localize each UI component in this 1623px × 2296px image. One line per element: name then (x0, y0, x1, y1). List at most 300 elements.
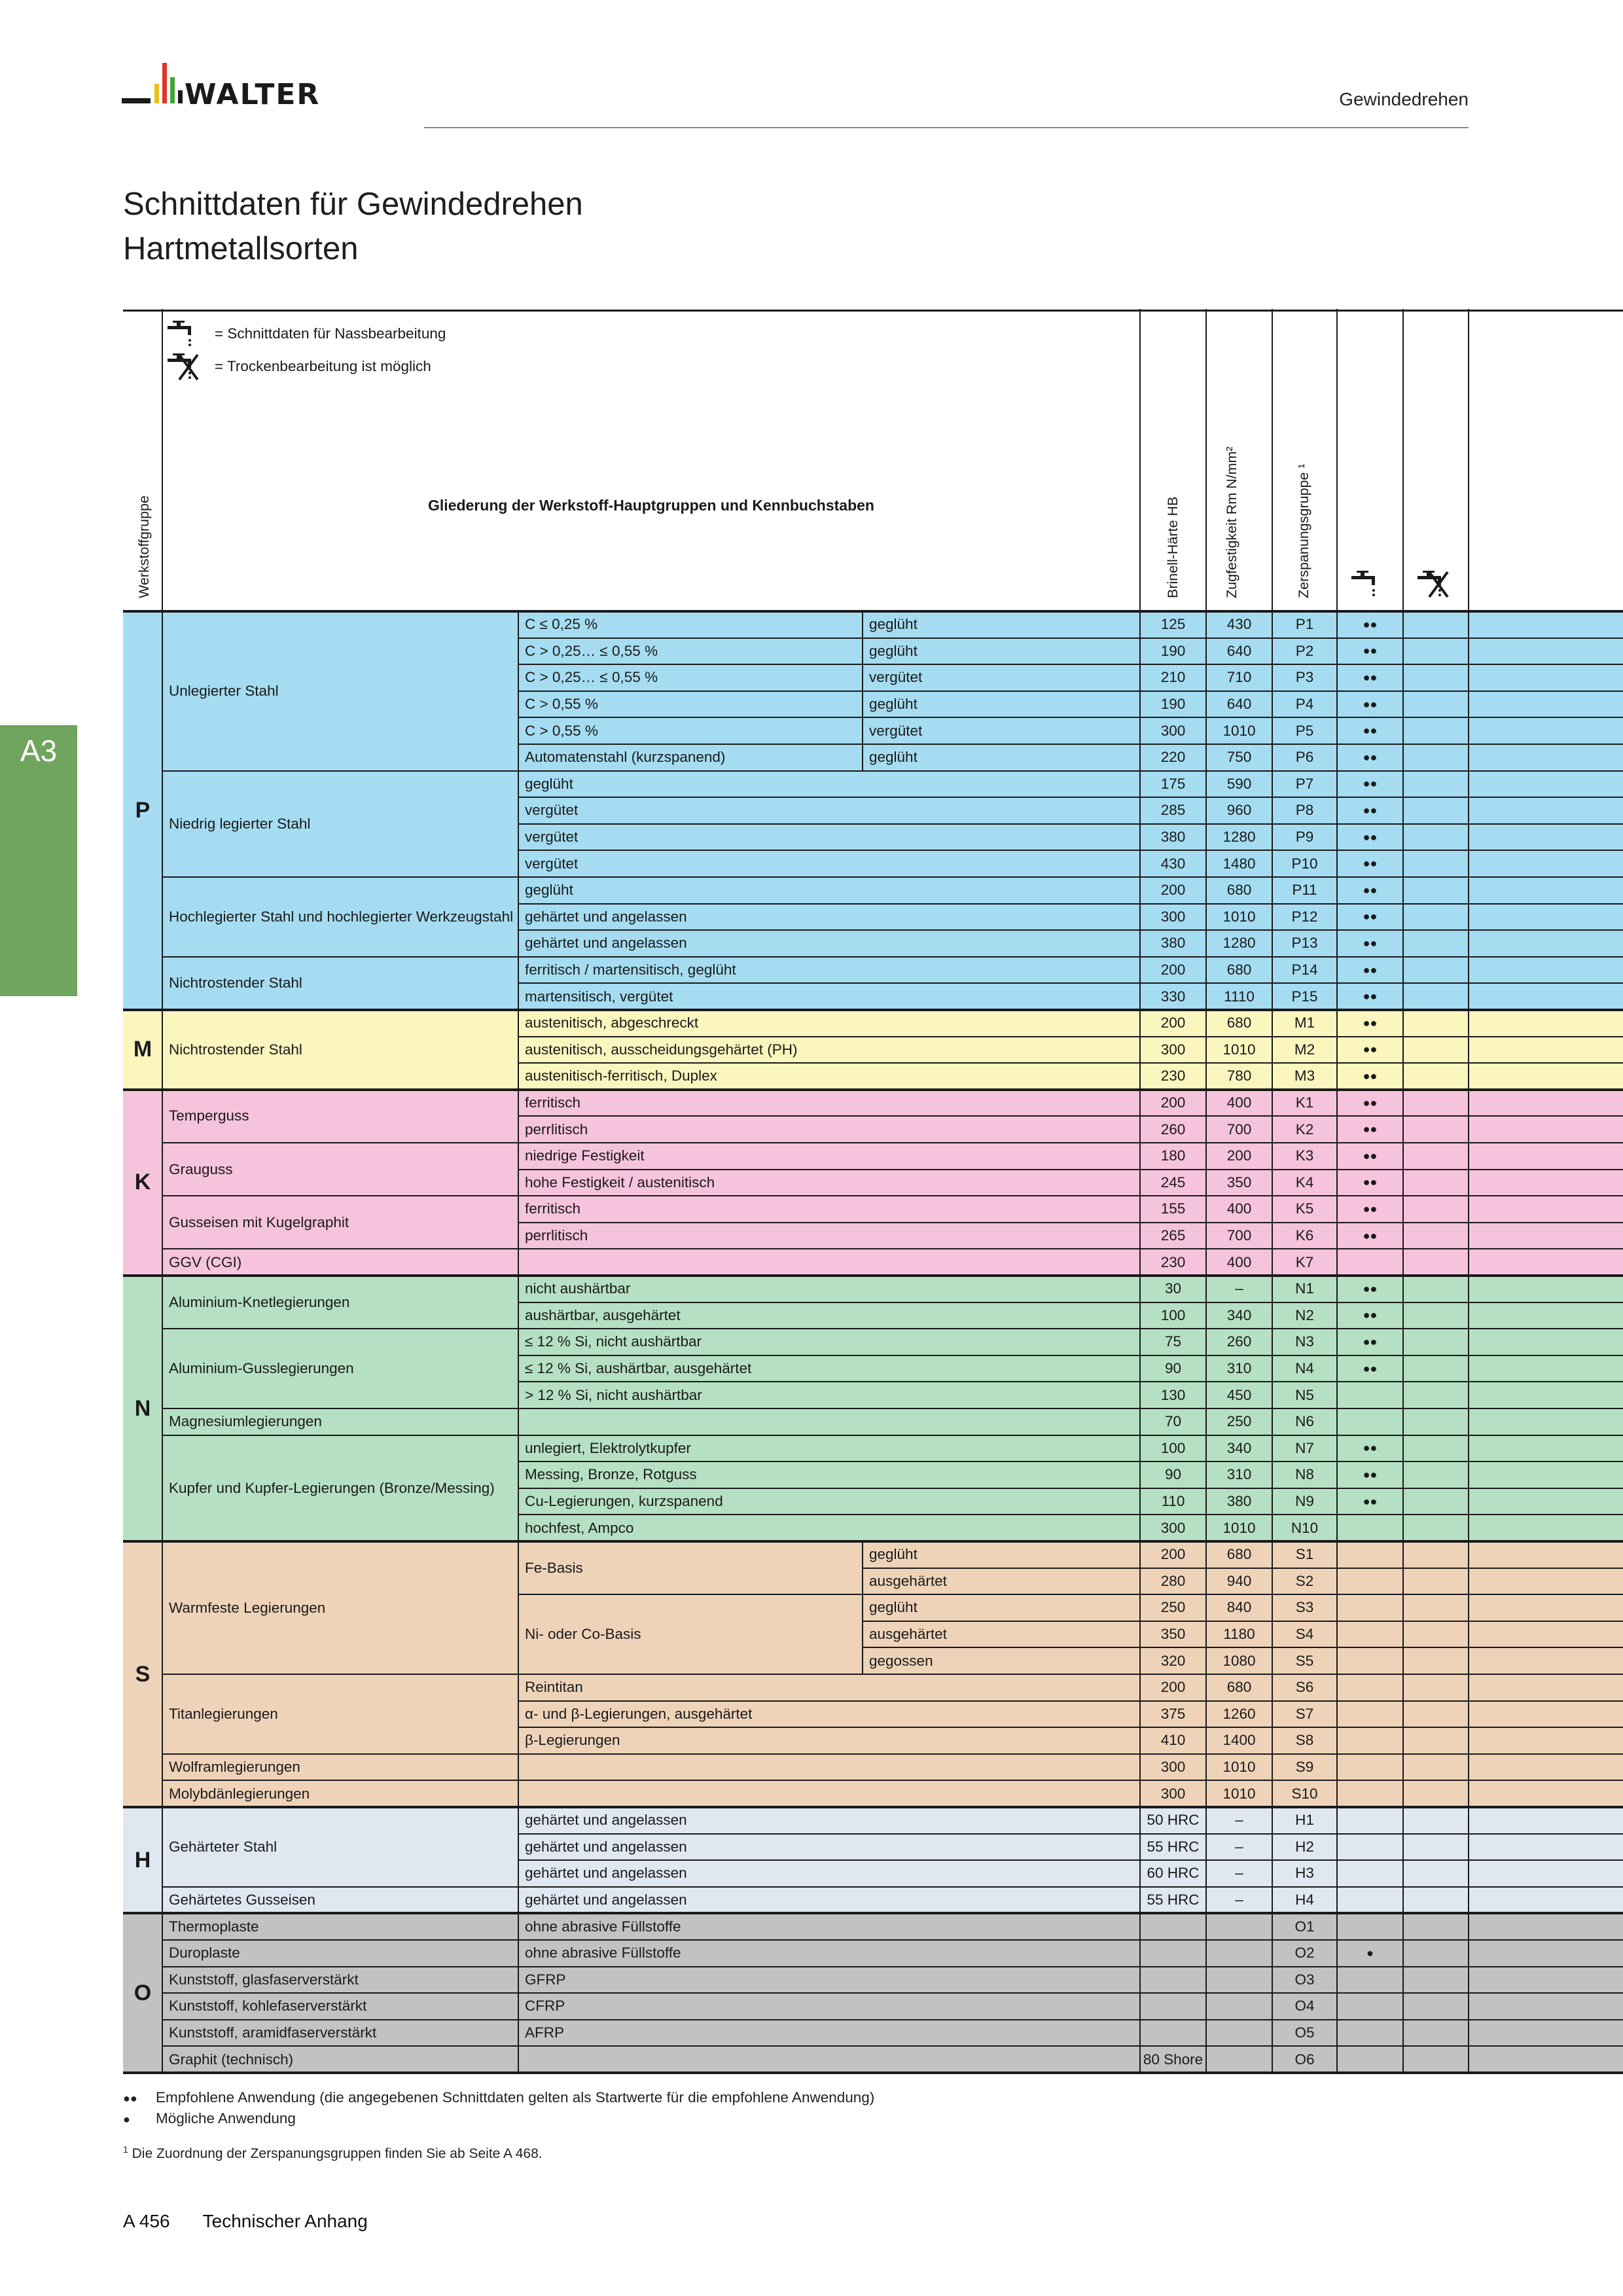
tensile-cell: 450 (1206, 1382, 1272, 1408)
dry-rating-cell (1403, 691, 1469, 718)
condition-cell: austenitisch, ausscheidungsgehärtet (PH) (518, 1037, 1140, 1064)
wet-rating-cell (1337, 1780, 1403, 1807)
page-title (123, 182, 583, 271)
material-cell: Niedrig legierter Stahl (162, 771, 518, 877)
tensile-cell: 1080 (1206, 1647, 1272, 1674)
spare-cell (1469, 1276, 1623, 1302)
dry-rating-cell (1403, 1647, 1469, 1674)
dry-rating-cell (1403, 850, 1469, 877)
machining-group-column-header: Zerspanungsgruppe ¹ (1296, 463, 1311, 598)
machining-group-cell: P15 (1272, 983, 1337, 1010)
treatment-cell: vergütet (863, 664, 1140, 691)
tensile-cell: – (1206, 1276, 1272, 1302)
cutting-data-table (123, 309, 1623, 2079)
tensile-cell: 1010 (1206, 717, 1272, 744)
hardness-cell: 55 HRC (1140, 1834, 1206, 1861)
condition-cell (518, 1780, 1140, 1807)
spare-cell (1469, 824, 1623, 851)
hardness-cell: 285 (1140, 797, 1206, 824)
dry-rating-cell (1403, 1701, 1469, 1728)
dry-rating-cell (1403, 1249, 1469, 1276)
wet-rating-cell: ●● (1337, 1170, 1403, 1196)
spare-cell (1469, 1860, 1623, 1887)
col-rule (1468, 309, 1469, 2073)
wet-rating-cell (1337, 1674, 1403, 1701)
dry-rating-cell (1403, 1860, 1469, 1887)
row-rule (518, 1727, 1623, 1728)
dry-rating-cell (1403, 1355, 1469, 1382)
spare-cell (1469, 930, 1623, 957)
hardness-cell: 55 HRC (1140, 1887, 1206, 1914)
machining-group-cell: P10 (1272, 850, 1337, 877)
tensile-cell: 350 (1206, 1170, 1272, 1196)
dry-rating-cell (1403, 1940, 1469, 1967)
hardness-cell (1140, 1940, 1206, 1967)
spare-cell (1469, 1355, 1623, 1382)
wet-rating-cell: ●● (1337, 744, 1403, 771)
condition-cell (518, 1408, 1140, 1435)
footnote (123, 2144, 543, 2162)
tensile-cell: 590 (1206, 771, 1272, 798)
row-rule (518, 1115, 1623, 1117)
dry-rating-cell (1403, 1913, 1469, 1940)
spare-cell (1469, 1701, 1623, 1728)
condition-cell: > 12 % Si, nicht aushärtbar (518, 1382, 1140, 1408)
tensile-cell: 310 (1206, 1355, 1272, 1382)
machining-group-cell: P2 (1272, 638, 1337, 665)
machining-group-cell: K1 (1272, 1090, 1337, 1117)
machining-group-cell: O6 (1272, 2046, 1337, 2073)
condition-cell: gehärtet und angelassen (518, 1887, 1140, 1914)
dry-rating-cell (1403, 1408, 1469, 1435)
condition-cell: C > 0,55 % (518, 717, 863, 744)
tensile-cell: 840 (1206, 1594, 1272, 1621)
dry-rating-cell (1403, 1887, 1469, 1914)
wet-rating-cell: ●● (1337, 904, 1403, 931)
machining-group-cell: K4 (1272, 1170, 1337, 1196)
spare-cell (1469, 1780, 1623, 1807)
tensile-cell (1206, 2020, 1272, 2047)
tensile-cell: 400 (1206, 1090, 1272, 1117)
col-rule (1402, 309, 1404, 2073)
spare-cell (1469, 691, 1623, 718)
dry-rating-cell (1403, 1807, 1469, 1834)
hardness-cell: 30 (1140, 1276, 1206, 1302)
machining-group-cell: N8 (1272, 1462, 1337, 1488)
legend-possible-symbol: ● (123, 2113, 130, 2126)
wet-rating-cell: ●● (1337, 930, 1403, 957)
material-cell: Thermoplaste (162, 1913, 518, 1940)
dry-rating-cell (1403, 1223, 1469, 1249)
tensile-cell: – (1206, 1807, 1272, 1834)
spare-cell (1469, 1435, 1623, 1462)
row-rule (518, 1833, 1623, 1835)
machining-group-cell: N6 (1272, 1408, 1337, 1435)
legend-wet-text: = Schnittdaten für Nassbearbeitung (215, 325, 446, 342)
condition-cell: gehärtet und angelassen (518, 904, 1140, 931)
hardness-cell: 155 (1140, 1196, 1206, 1223)
dry-rating-cell (1403, 1754, 1469, 1781)
hardness-cell: 190 (1140, 638, 1206, 665)
condition-cell: unlegiert, Elektrolytkupfer (518, 1435, 1140, 1462)
spare-cell (1469, 850, 1623, 877)
tensile-cell: – (1206, 1834, 1272, 1861)
row-rule (518, 744, 1623, 745)
spare-cell (1469, 2020, 1623, 2047)
hardness-cell: 175 (1140, 771, 1206, 798)
machining-group-cell: M1 (1272, 1010, 1337, 1037)
page-number: A 456 (123, 2211, 170, 2231)
tensile-cell: 1280 (1206, 824, 1272, 851)
machining-group-cell: P8 (1272, 797, 1337, 824)
wet-rating-cell (1337, 1754, 1403, 1781)
machining-group-cell: K3 (1272, 1143, 1337, 1170)
tensile-cell (1206, 1967, 1272, 1994)
hardness-cell: 100 (1140, 1302, 1206, 1329)
hardness-cell: 260 (1140, 1116, 1206, 1143)
condition-cell: C > 0,55 % (518, 691, 863, 718)
tensile-cell: 940 (1206, 1568, 1272, 1595)
machining-group-cell: H2 (1272, 1834, 1337, 1861)
wet-rating-cell (1337, 1647, 1403, 1674)
legend-dry-text: = Trockenbearbeitung ist möglich (215, 358, 431, 374)
machining-group-cell: M3 (1272, 1063, 1337, 1090)
dry-rating-cell (1403, 1834, 1469, 1861)
tensile-cell: 680 (1206, 1541, 1272, 1568)
condition-cell: Messing, Bronze, Rotguss (518, 1462, 1140, 1488)
spare-cell (1469, 1249, 1623, 1276)
wet-rating-cell: ●● (1337, 797, 1403, 824)
spare-cell (1469, 1913, 1623, 1940)
hardness-cell: 430 (1140, 850, 1206, 877)
wet-rating-cell (1337, 1594, 1403, 1621)
group-cell-p: P (123, 611, 162, 1010)
spare-cell (1469, 877, 1623, 904)
col-rule (1272, 309, 1273, 2073)
wet-rating-cell: ●● (1337, 1037, 1403, 1064)
wet-rating-cell: ●● (1337, 1223, 1403, 1249)
col-rule (1139, 309, 1141, 2073)
spare-cell (1469, 1594, 1623, 1621)
spare-cell (1469, 717, 1623, 744)
col-rule-treatment (862, 611, 863, 771)
legend-recommended-symbol: ●● (123, 2092, 137, 2105)
hardness-cell: 130 (1140, 1382, 1206, 1408)
material-cell: Titanlegierungen (162, 1674, 518, 1754)
material-cell: Warmfeste Legierungen (162, 1541, 518, 1674)
dry-rating-cell (1403, 717, 1469, 744)
wet-rating-cell: ●● (1337, 1462, 1403, 1488)
row-rule (518, 1169, 1623, 1170)
tensile-cell: 1480 (1206, 850, 1272, 877)
hardness-cell (1140, 1993, 1206, 2020)
group-cell-k: K (123, 1090, 162, 1276)
machining-group-cell: N9 (1272, 1488, 1337, 1515)
table-bottom-rule (123, 2072, 1623, 2074)
hardness-cell: 410 (1140, 1727, 1206, 1754)
legend-recommended-text: Empfohlene Anwendung (die angegebenen Schnittdaten gelten als Startwerte für die empfohlene Anwendung) (156, 2089, 875, 2106)
row-rule (518, 823, 1623, 825)
spare-cell (1469, 1010, 1623, 1037)
dry-rating-cell (1403, 1621, 1469, 1648)
subgroup-cell: Fe-Basis (518, 1541, 863, 1594)
wet-rating-cell: ●● (1337, 771, 1403, 798)
row-rule (162, 1328, 1623, 1329)
spare-cell (1469, 1037, 1623, 1064)
tensile-cell: 1110 (1206, 983, 1272, 1010)
legend-possible (123, 2110, 296, 2127)
machining-group-cell: P14 (1272, 957, 1337, 984)
spare-cell (1469, 1408, 1623, 1435)
dry-rating-cell (1403, 1515, 1469, 1541)
condition-cell: α- und β-Legierungen, ausgehärtet (518, 1701, 1140, 1728)
machining-group-cell: M2 (1272, 1037, 1337, 1064)
row-rule (518, 797, 1623, 798)
machining-group-cell: P3 (1272, 664, 1337, 691)
machining-group-cell: P11 (1272, 877, 1337, 904)
machining-group-cell: O4 (1272, 1993, 1337, 2020)
machining-group-cell: S8 (1272, 1727, 1337, 1754)
row-rule (518, 982, 1623, 984)
treatment-cell: geglüht (863, 1594, 1140, 1621)
chapter-name: Technischer Anhang (202, 2211, 368, 2231)
hardness-cell: 300 (1140, 1780, 1206, 1807)
machining-group-cell: S7 (1272, 1701, 1337, 1728)
machining-group-cell: H3 (1272, 1860, 1337, 1887)
wet-rating-cell (1337, 1860, 1403, 1887)
wet-rating-cell (1337, 1807, 1403, 1834)
spare-cell (1469, 1488, 1623, 1515)
wet-rating-cell (1337, 1568, 1403, 1595)
dry-rating-cell (1403, 744, 1469, 771)
dry-rating-cell (1403, 1488, 1469, 1515)
tensile-cell: 780 (1206, 1063, 1272, 1090)
wet-rating-cell: ●● (1337, 611, 1403, 638)
legend-possible-text: Mögliche Anwendung (156, 2110, 296, 2126)
spare-cell (1469, 1515, 1623, 1541)
condition-cell: nicht aushärtbar (518, 1276, 1140, 1302)
machining-group-cell: K7 (1272, 1249, 1337, 1276)
spare-cell (1469, 1754, 1623, 1781)
hardness-cell: 75 (1140, 1329, 1206, 1355)
row-rule (518, 717, 1623, 718)
row-rule (518, 1700, 1623, 1702)
hardness-cell (1140, 1913, 1206, 1940)
dry-rating-cell (1403, 1541, 1469, 1568)
spare-cell (1469, 1621, 1623, 1648)
spare-cell (1469, 1302, 1623, 1329)
row-rule (123, 1912, 1623, 1914)
tensile-cell: 400 (1206, 1196, 1272, 1223)
condition-cell: perrlitisch (518, 1223, 1140, 1249)
hardness-cell: 200 (1140, 1541, 1206, 1568)
spare-cell (1469, 2046, 1623, 2073)
row-rule (518, 1222, 1623, 1223)
tensile-column-header: Zugfestigkeit Rm N/mm² (1224, 446, 1240, 598)
tensile-cell: 680 (1206, 1010, 1272, 1037)
material-cell: Gusseisen mit Kugelgraphit (162, 1196, 518, 1249)
dry-rating-cell (1403, 1594, 1469, 1621)
material-cell: Gehärteter Stahl (162, 1807, 518, 1887)
spare-cell (1469, 1063, 1623, 1090)
machining-group-cell: P5 (1272, 717, 1337, 744)
tensile-cell: 400 (1206, 1249, 1272, 1276)
row-rule (162, 2019, 1623, 2020)
hardness-cell: 300 (1140, 1515, 1206, 1541)
wet-rating-cell (1337, 1249, 1403, 1276)
chapter-tab (0, 725, 77, 996)
tensile-cell: 640 (1206, 691, 1272, 718)
wet-rating-cell (1337, 1887, 1403, 1914)
row-rule (162, 1886, 1623, 1888)
tensile-cell: 710 (1206, 664, 1272, 691)
hardness-cell: 90 (1140, 1462, 1206, 1488)
hardness-cell: 200 (1140, 1090, 1206, 1117)
spare-cell (1469, 1967, 1623, 1994)
tensile-cell: 680 (1206, 1674, 1272, 1701)
wet-rating-cell: ●● (1337, 1302, 1403, 1329)
hardness-cell: 125 (1140, 611, 1206, 638)
wet-rating-cell (1337, 1727, 1403, 1754)
col-rule (1336, 309, 1338, 2073)
material-cell: Nichtrostender Stahl (162, 1010, 518, 1090)
tensile-cell: 380 (1206, 1488, 1272, 1515)
machining-group-cell: N10 (1272, 1515, 1337, 1541)
hardness-cell: 200 (1140, 877, 1206, 904)
spare-cell (1469, 1887, 1623, 1914)
machining-group-cell: S5 (1272, 1647, 1337, 1674)
row-rule (123, 1540, 1623, 1543)
treatment-cell: geglüht (863, 611, 1140, 638)
condition-cell: gehärtet und angelassen (518, 930, 1140, 957)
hardness-cell: 210 (1140, 664, 1206, 691)
machining-group-cell: H4 (1272, 1887, 1337, 1914)
condition-cell: Automatenstahl (kurzspanend) (518, 744, 863, 771)
machining-group-cell: O1 (1272, 1913, 1337, 1940)
chapter-tab-label: A3 (20, 734, 58, 768)
row-rule (863, 1621, 1623, 1622)
row-rule (518, 929, 1623, 931)
group-cell-s: S (123, 1541, 162, 1807)
condition-cell (518, 1754, 1140, 1781)
tensile-cell: – (1206, 1887, 1272, 1914)
tensile-cell: 1010 (1206, 1515, 1272, 1541)
condition-cell (518, 1249, 1140, 1276)
machining-group-cell: K2 (1272, 1116, 1337, 1143)
dry-rating-cell (1403, 797, 1469, 824)
hardness-cell: 330 (1140, 983, 1206, 1010)
wet-rating-cell: ●● (1337, 1435, 1403, 1462)
machining-group-cell: P1 (1272, 611, 1337, 638)
material-cell: Duroplaste (162, 1940, 518, 1967)
treatment-cell: vergütet (863, 717, 1140, 744)
row-rule (162, 1248, 1623, 1249)
hardness-cell: 380 (1140, 930, 1206, 957)
tensile-cell: 200 (1206, 1143, 1272, 1170)
row-rule (518, 1302, 1623, 1303)
wet-rating-cell: ●● (1337, 638, 1403, 665)
row-rule (162, 876, 1623, 878)
spare-cell (1469, 1993, 1623, 2020)
tap-icon (1350, 569, 1389, 598)
tensile-cell (1206, 2046, 1272, 2073)
tensile-cell: 310 (1206, 1462, 1272, 1488)
dry-rating-cell (1403, 1382, 1469, 1408)
row-rule (123, 1806, 1623, 1808)
col-rule-material (162, 309, 163, 2073)
row-rule (518, 903, 1623, 905)
col-rule (1205, 309, 1207, 2073)
spare-cell (1469, 1647, 1623, 1674)
condition-cell: ferritisch (518, 1196, 1140, 1223)
dry-rating-cell (1403, 638, 1469, 665)
hardness-cell (1140, 2020, 1206, 2047)
wet-rating-cell: ● (1337, 1940, 1403, 1967)
material-cell: Magnesiumlegierungen (162, 1408, 518, 1435)
spare-cell (1469, 611, 1623, 638)
dry-rating-cell (1403, 1780, 1469, 1807)
dry-rating-cell (1403, 824, 1469, 851)
tensile-cell: 1180 (1206, 1621, 1272, 1648)
hardness-cell: 180 (1140, 1143, 1206, 1170)
condition-cell: vergütet (518, 797, 1140, 824)
spare-cell (1469, 771, 1623, 798)
dry-rating-cell (1403, 1435, 1469, 1462)
footnote-text: Die Zuordnung der Zerspanungsgruppen finden Sie ab Seite A 468. (132, 2146, 543, 2161)
treatment-cell: geglüht (863, 638, 1140, 665)
hardness-cell: 200 (1140, 1674, 1206, 1701)
spare-cell (1469, 1674, 1623, 1701)
dry-rating-cell (1403, 1967, 1469, 1994)
hardness-cell: 200 (1140, 957, 1206, 984)
material-cell: Kunststoff, kohlefaserverstärkt (162, 1993, 518, 2020)
row-rule (863, 1647, 1623, 1648)
condition-cell: austenitisch-ferritisch, Duplex (518, 1063, 1140, 1090)
material-cell: Hochlegierter Stahl und hochlegierter Werkzeugstahl (162, 877, 518, 957)
material-cell: Grauguss (162, 1143, 518, 1196)
machining-group-cell: S2 (1272, 1568, 1337, 1595)
wet-rating-cell (1337, 1515, 1403, 1541)
condition-cell: gehärtet und angelassen (518, 1807, 1140, 1834)
hardness-cell: 200 (1140, 1010, 1206, 1037)
spare-cell (1469, 1807, 1623, 1834)
dry-rating-cell (1403, 1276, 1469, 1302)
hardness-cell: 80 Shore (1140, 2046, 1206, 2073)
spare-cell (1469, 1834, 1623, 1861)
col-rule-treatment (862, 1541, 863, 1674)
material-cell: GGV (CGI) (162, 1249, 518, 1276)
dry-rating-cell (1403, 1063, 1469, 1090)
wet-rating-cell: ●● (1337, 1276, 1403, 1302)
spare-cell (1469, 1196, 1623, 1223)
hardness-cell: 220 (1140, 744, 1206, 771)
machining-group-cell: P13 (1272, 930, 1337, 957)
machining-group-cell: P7 (1272, 771, 1337, 798)
material-cell: Unlegierter Stahl (162, 611, 518, 771)
treatment-cell: geglüht (863, 744, 1140, 771)
subgroup-cell: Ni- oder Co-Basis (518, 1594, 863, 1674)
machining-group-cell: N7 (1272, 1435, 1337, 1462)
col-rule-condition (518, 611, 519, 2073)
spare-cell (1469, 1090, 1623, 1117)
machining-group-cell: S3 (1272, 1594, 1337, 1621)
dry-rating-cell (1403, 664, 1469, 691)
wet-rating-cell (1337, 2020, 1403, 2047)
dry-rating-cell (1403, 1302, 1469, 1329)
wet-rating-cell: ●● (1337, 1090, 1403, 1117)
wet-rating-cell: ●● (1337, 1488, 1403, 1515)
section-label: Gewindedrehen (1339, 89, 1469, 109)
